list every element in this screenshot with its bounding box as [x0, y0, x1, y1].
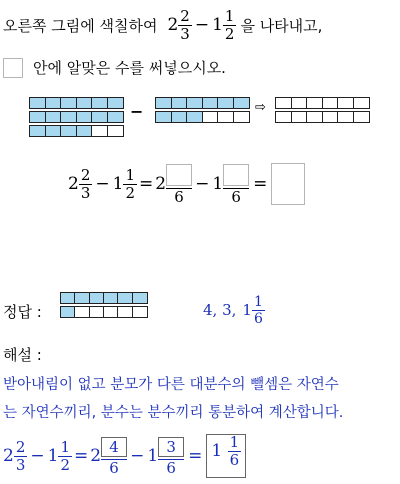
minuend-strip-3	[29, 125, 124, 137]
minuend-strip-2	[29, 111, 124, 123]
sol-fraction-1	[14, 437, 28, 474]
sol-equals-1: =	[74, 446, 89, 466]
question-suffix-text: 을 나타내고,	[240, 16, 323, 35]
answer-strip-2	[60, 306, 148, 318]
answer-values	[203, 290, 265, 330]
result-strip-2[interactable]	[275, 111, 370, 123]
sol-den-2: 2	[60, 455, 70, 474]
sol-den-1: 3	[15, 455, 26, 474]
sol-fraction-4	[158, 437, 184, 476]
answer-result-num: 1	[253, 293, 263, 310]
sol-num-box-2: 3	[158, 437, 184, 457]
question-line-1	[3, 4, 322, 46]
sol-den-3: 6	[109, 458, 119, 477]
sol-whole-3: 2	[90, 446, 102, 466]
sol-whole-4: 1	[147, 446, 159, 466]
eq-num-2: 1	[125, 165, 135, 184]
blank-box-indicator	[3, 58, 23, 78]
strip-divider	[276, 112, 354, 122]
question-equation	[68, 156, 305, 212]
eq-den-1: 3	[80, 183, 91, 202]
expr-num-2: 1	[224, 6, 235, 25]
sol-result-num: 1	[229, 433, 240, 451]
strip-divider	[61, 307, 133, 317]
eq-minus-1: −	[95, 174, 110, 194]
eq-num-1: 2	[80, 165, 91, 184]
answer-result-whole: 1	[242, 301, 252, 319]
eq-fraction-3	[166, 164, 192, 205]
answer-strip-1	[60, 292, 148, 304]
sol-equals-2: =	[188, 446, 203, 466]
subtrahend-strip-1	[155, 97, 250, 109]
solution-label: 해설 :	[3, 346, 42, 364]
eq-den-4: 6	[231, 187, 241, 206]
eq-fraction-4	[223, 164, 249, 205]
sol-num-box-1: 4	[101, 437, 127, 457]
strip-divider	[276, 98, 354, 108]
expr-whole-2: 1	[212, 15, 223, 35]
strip-divider	[61, 293, 133, 303]
strip-divider	[156, 112, 234, 122]
answer-result-fraction	[252, 295, 265, 326]
eq-equals-1: =	[139, 174, 154, 194]
expr-num-1: 2	[180, 6, 190, 25]
solution-equation	[3, 432, 246, 480]
subtrahend-strip-2	[155, 111, 250, 123]
sol-result-den: 6	[229, 451, 240, 469]
answer-result-den: 6	[253, 310, 263, 327]
eq-whole-4: 1	[212, 174, 224, 194]
sol-den-4: 6	[166, 458, 176, 477]
strip-minus-sign: −	[130, 102, 144, 121]
expr-den-2: 2	[224, 24, 235, 43]
eq-den-3: 6	[174, 187, 184, 206]
eq-whole-2: 1	[112, 174, 124, 194]
result-input-box[interactable]	[271, 163, 305, 205]
numerator-input-2[interactable]	[223, 164, 249, 186]
eq-whole-1: 2	[68, 174, 79, 194]
expr-minus: −	[194, 15, 210, 35]
strip-divider	[30, 98, 108, 108]
strip-divider	[30, 126, 108, 136]
arrow-icon: ⇨	[255, 100, 266, 115]
eq-whole-3: 2	[155, 174, 167, 194]
sol-num-2: 1	[60, 437, 70, 456]
solution-line-1: 받아내림이 없고 분모가 다른 대분수의 뺄셈은 자연수	[3, 377, 339, 393]
sol-result-fraction	[228, 435, 242, 468]
sol-minus-1: −	[30, 446, 45, 466]
sol-fraction-2	[58, 437, 72, 474]
eq-equals-2: =	[253, 174, 268, 194]
expr-den-1: 3	[180, 24, 190, 43]
expr-fraction-1	[178, 6, 192, 43]
strip-divider	[156, 98, 234, 108]
question-line-2: 안에 알맞은 수를 써넣으시오.	[33, 59, 226, 77]
minuend-strip-1	[29, 97, 124, 109]
eq-fraction-2	[123, 165, 137, 202]
numerator-input-1[interactable]	[166, 164, 192, 186]
sol-whole-1: 2	[3, 446, 14, 466]
sol-whole-2: 1	[47, 446, 59, 466]
result-strip-1[interactable]	[275, 97, 370, 109]
eq-fraction-1	[79, 165, 93, 202]
expr-fraction-2	[223, 6, 237, 43]
sol-result-whole: 1	[211, 441, 223, 461]
sol-minus-2: −	[130, 446, 145, 466]
eq-minus-2: −	[195, 174, 210, 194]
solution-line-2: 는 자연수끼리, 분수는 분수끼리 통분하여 계산합니다.	[3, 405, 344, 421]
sol-num-1: 2	[15, 437, 26, 456]
answer-label: 정답 :	[3, 303, 42, 321]
question-prefix-text: 오른쪽 그림에 색칠하여	[3, 16, 158, 35]
sol-result-box	[206, 434, 246, 478]
answer-values-text: 4, 3,	[203, 301, 237, 319]
eq-den-2: 2	[125, 183, 135, 202]
expr-whole-1: 2	[167, 15, 179, 35]
question-expression	[167, 6, 236, 43]
strip-divider	[30, 112, 108, 122]
sol-fraction-3	[101, 437, 127, 476]
